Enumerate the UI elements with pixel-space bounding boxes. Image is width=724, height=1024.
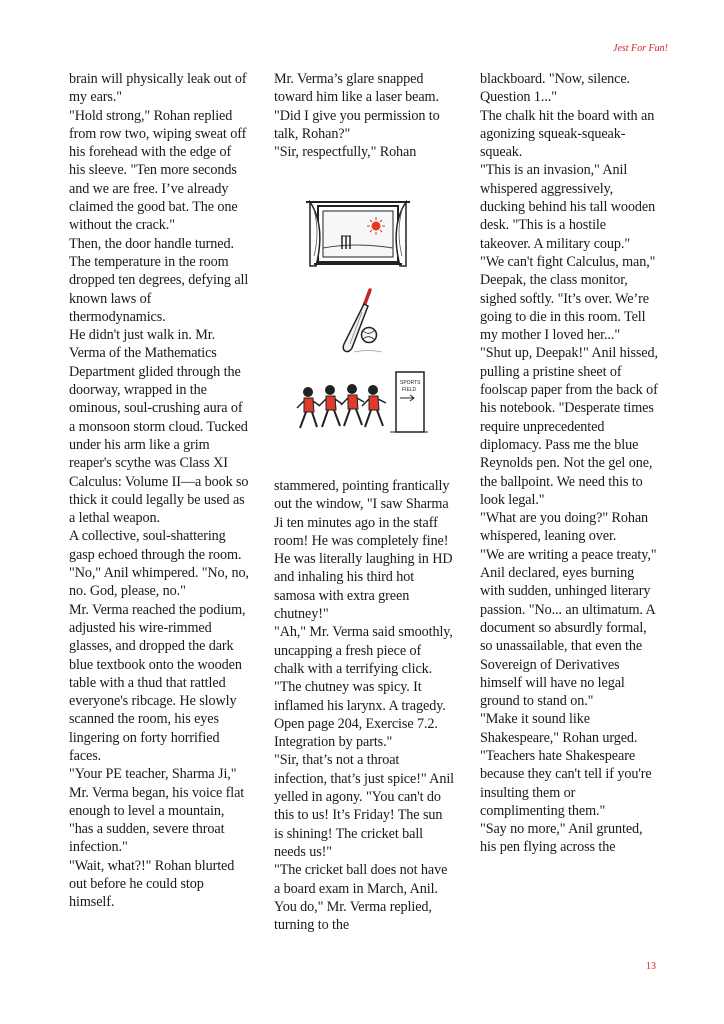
- sign-text-line1: SPORTS: [400, 380, 421, 386]
- text-column-2-top: [274, 70, 454, 161]
- paragraph: Then, the door handle turned. The temperature in the room dropped ten degrees, defying all known laws of thermodynamics.: [69, 235, 249, 325]
- running-header: Jest For Fun!: [613, 43, 668, 54]
- paragraph: "Hold strong," Rohan replied from row two, wiping sweat off his forehead with the edge of his sleeve. "Ten more seconds and we are free. I’ve already claimed the good bat. The one without the crack.": [69, 107, 247, 234]
- paragraph: "Ah," Mr. Verma said smoothly, uncapping a fresh piece of chalk with a terrifying click. "The chutney was spicy. It inflamed his larynx. A tragedy. Open page 204, Exercise 7.2. Integration by parts.": [274, 624, 453, 751]
- paragraph: "This is an invasion," Anil whispered aggressively, ducking behind his tall wooden desk. "This is a hostile takeover. A military coup.": [480, 162, 656, 252]
- window-illustration: [306, 202, 410, 266]
- paragraph: "The cricket ball does not have a board exam in March, Anil. You do," Mr. Verma replied, turning to the: [274, 862, 448, 934]
- paragraph: He didn't just walk in. Mr. Verma of the Mathematics Department glided through the doorway, wrapped in the ominous, soul-crushing aura of a monsoon storm cloud. Tucked under his arm like a grim reaper's scythe was Class XI Calculus: Volume II—a book so thick it could legally be used as a lethal weapon.: [69, 327, 249, 527]
- paragraph: stammered, pointing frantically out the window, "I saw Sharma Ji ten minutes ago in the staff room! He was completely fine! He was literally laughing in HD and inhaling his third hot samosa with extra green chutney!": [274, 478, 453, 623]
- paragraph: "We can't fight Calculus, man," Deepak, the class monitor, sighed softly. "It’s over. We’re going to die in this room. Tell my mother I loved her...": [480, 253, 656, 344]
- paragraph: "Wait, what?!" Rohan blurted out before he could stop himself.: [69, 857, 235, 911]
- paragraph: "Shut up, Deepak!" Anil hissed, pulling a pristine sheet of foolscap paper from the back of his notebook. "Desperate times require unprecedented diplomacy. Pass me the blue Reynolds pen. Not the gel one, the ballpoint. We need this to look legal.": [480, 345, 658, 508]
- text-column-1: [69, 70, 249, 912]
- sign-text-line2: FIELD: [402, 387, 417, 393]
- running-children-illustration: [296, 372, 428, 432]
- illustration: [296, 196, 431, 451]
- paragraph: "Make it sound like Shakespeare," Rohan urged. "Teachers hate Shakespeare because they can't tell if you're insulting them or complimenting them.": [480, 711, 652, 819]
- text-column-2-bottom: [274, 477, 454, 934]
- paragraph: "Sir, respectfully," Rohan: [274, 144, 417, 161]
- paragraph: A collective, soul-shattering gasp echoed through the room.: [69, 528, 242, 563]
- paragraph: "Say no more," Anil grunted, his pen flying across the: [480, 821, 643, 856]
- paragraph: "Sir, that’s not a throat infection, that’s just spice!" Anil yelled in agony. "You can't do this to us! It’s Friday! The sun is shining! The cricket ball needs us!": [274, 752, 455, 860]
- text-column-3: [480, 70, 660, 857]
- paragraph: brain will physically leak out of my ears.": [69, 71, 247, 106]
- paragraph: Mr. Verma reached the podium, adjusted his wire-rimmed glasses, and dropped the dark blue textbook onto the wooden table with a thud that rattled everyone's ribcage. He slowly scanned the room, his eyes lingering on forty horrified faces.: [69, 601, 246, 764]
- page-number: 13: [646, 961, 656, 972]
- paragraph: Mr. Verma’s glare snapped toward him like a laser beam. "Did I give you permission to talk, Rohan?": [274, 71, 440, 142]
- paragraph: "Your PE teacher, Sharma Ji," Mr. Verma began, his voice flat enough to level a mountain, "has a sudden, severe throat infection.": [69, 766, 245, 856]
- paragraph: "What are you doing?" Rohan whispered, leaning over.: [480, 510, 649, 545]
- paragraph: "No," Anil whimpered. "No, no, no. God, please, no.": [69, 565, 249, 600]
- paragraph: blackboard. "Now, silence. Question 1...": [480, 71, 631, 106]
- paragraph: The chalk hit the board with an agonizing squeak-squeak-squeak.: [480, 107, 655, 161]
- paragraph: "We are writing a peace treaty," Anil declared, eyes burning with sudden, unhinged literary passion. "No... an ultimatum. A document so absurdly formal, so unassailable, that even the Sovereign of Derivatives himself will have no legal ground to stand on.": [480, 546, 657, 710]
